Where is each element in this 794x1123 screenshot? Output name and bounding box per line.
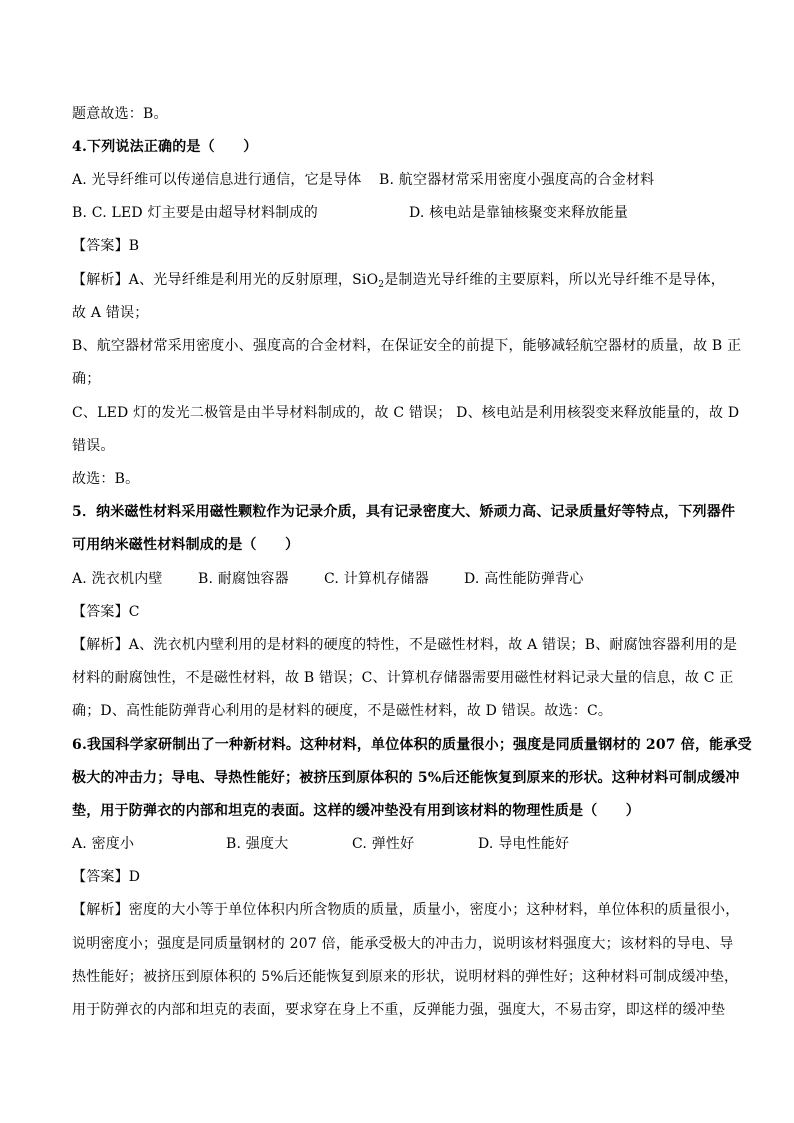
q6-analysis-line-4: 用于防弹衣的内部和坦克的表面，要求穿在身上不重，反弹能力强，强度大，不易击穿，即这样的缓冲垫 xyxy=(72,1002,726,1018)
q6-option-c: C. 弹性好 xyxy=(352,836,415,852)
q4-option-b: B. 航空器材常采用密度小强度高的合金材料 xyxy=(379,172,655,188)
q5-analysis-line-3: 确；D、高性能防弹背心利用的是材料的硬度，不是磁性材料，故 D 错误。故选：C。 xyxy=(72,703,613,719)
q4-analysis-line-3: B、航空器材常采用密度小、强度高的合金材料，在保证安全的前提下，能够减轻航空器材的质量，故 B 正 xyxy=(72,338,742,354)
q4-analysis-subscript: 2 xyxy=(378,280,385,290)
q6-analysis-line-2: 说明密度小；强度是同质量钢材的 207 倍，能承受极大的冲击力，说明该材料强度大；该材料的导电、导 xyxy=(72,936,734,952)
q6-analysis-line-1: 【解析】密度的大小等于单位体积内所含物质的质量，质量小，密度小；这种材料，单位体积的质量很小， xyxy=(72,902,740,918)
q5-stem-line-1: 5．纳米磁性材料采用磁性颗粒作为记录介质，具有记录密度大、矫顽力高、记录质量好等特点，下列器件 xyxy=(72,504,736,520)
q6-option-a: A. 密度小 xyxy=(72,836,135,852)
q4-analysis-line-2: 故 A 错误； xyxy=(72,305,149,321)
q4-analysis-text-1a: 【解析】A、光导纤维是利用光的反射原理，SiO xyxy=(72,272,379,288)
q6-option-d: D. 导电性能好 xyxy=(478,836,570,852)
q6-stem-line-1: 6.我国科学家研制出了一种新材料。这种材料，单位体积的质量很小；强度是同质量钢材的 207 倍，能承受 xyxy=(72,737,752,753)
q5-option-b: B. 耐腐蚀容器 xyxy=(198,571,289,587)
q5-option-a: A. 洗衣机内壁 xyxy=(72,571,163,587)
q5-analysis-line-2: 材料的耐腐蚀性，不是磁性材料，故 B 错误；C、计算机存储器需要用磁性材料记录大量的信息，故 C 正 xyxy=(72,670,734,686)
q4-conclusion: 故选：B。 xyxy=(72,471,140,487)
q4-option-a: A. 光导纤维可以传递信息进行通信，它是导体 xyxy=(72,172,362,188)
q6-stem-line-3: 垫，用于防弹衣的内部和坦克的表面。这样的缓冲垫没有用到该材料的物理性质是（ ） xyxy=(72,803,640,819)
previous-conclusion: 题意故选：B。 xyxy=(72,106,168,122)
q6-option-b: B. 强度大 xyxy=(226,836,289,852)
q4-analysis-text-1b: 是制造光导纤维的主要原料，所以光导纤维不是导体， xyxy=(384,272,726,288)
q4-analysis-line-1 xyxy=(72,270,726,290)
q5-answer: 【答案】C xyxy=(72,604,140,620)
q4-analysis-line-6: 错误。 xyxy=(72,438,115,454)
q4-analysis-line-5: C、LED 灯的发光二极管是由半导材料制成的，故 C 错误； D、核电站是利用核裂变来释放能量的，故 D xyxy=(72,405,740,421)
q5-option-d: D. 高性能防弹背心 xyxy=(464,571,584,587)
q4-stem: 4.下列说法正确的是（ ） xyxy=(72,139,258,155)
q4-option-c: B. C. LED 灯主要是由超导材料制成的 xyxy=(72,205,318,221)
q4-answer: 【答案】B xyxy=(72,238,140,254)
q5-analysis-line-1: 【解析】A、洗衣机内壁利用的是材料的硬度的特性，不是磁性材料，故 A 错误；B、耐腐蚀容器利用的是 xyxy=(72,637,738,653)
q6-stem-line-2: 极大的冲击力；导电、导热性能好；被挤压到原体积的 5%后还能恢复到原来的形状。这种材料可制成缓冲 xyxy=(72,770,740,786)
q6-analysis-line-3: 热性能好；被挤压到原体积的 5%后还能恢复到原来的形状，说明材料的弹性好；这种材料可制成缓冲垫， xyxy=(72,969,739,985)
q6-answer: 【答案】D xyxy=(72,869,141,885)
q5-stem-line-2: 可用纳米磁性材料制成的是（ ） xyxy=(72,537,300,553)
q4-option-d: D. 核电站是靠铀核聚变来释放能量 xyxy=(409,205,629,221)
q5-option-c: C. 计算机存储器 xyxy=(324,571,429,587)
q4-analysis-line-4: 确； xyxy=(72,371,101,387)
